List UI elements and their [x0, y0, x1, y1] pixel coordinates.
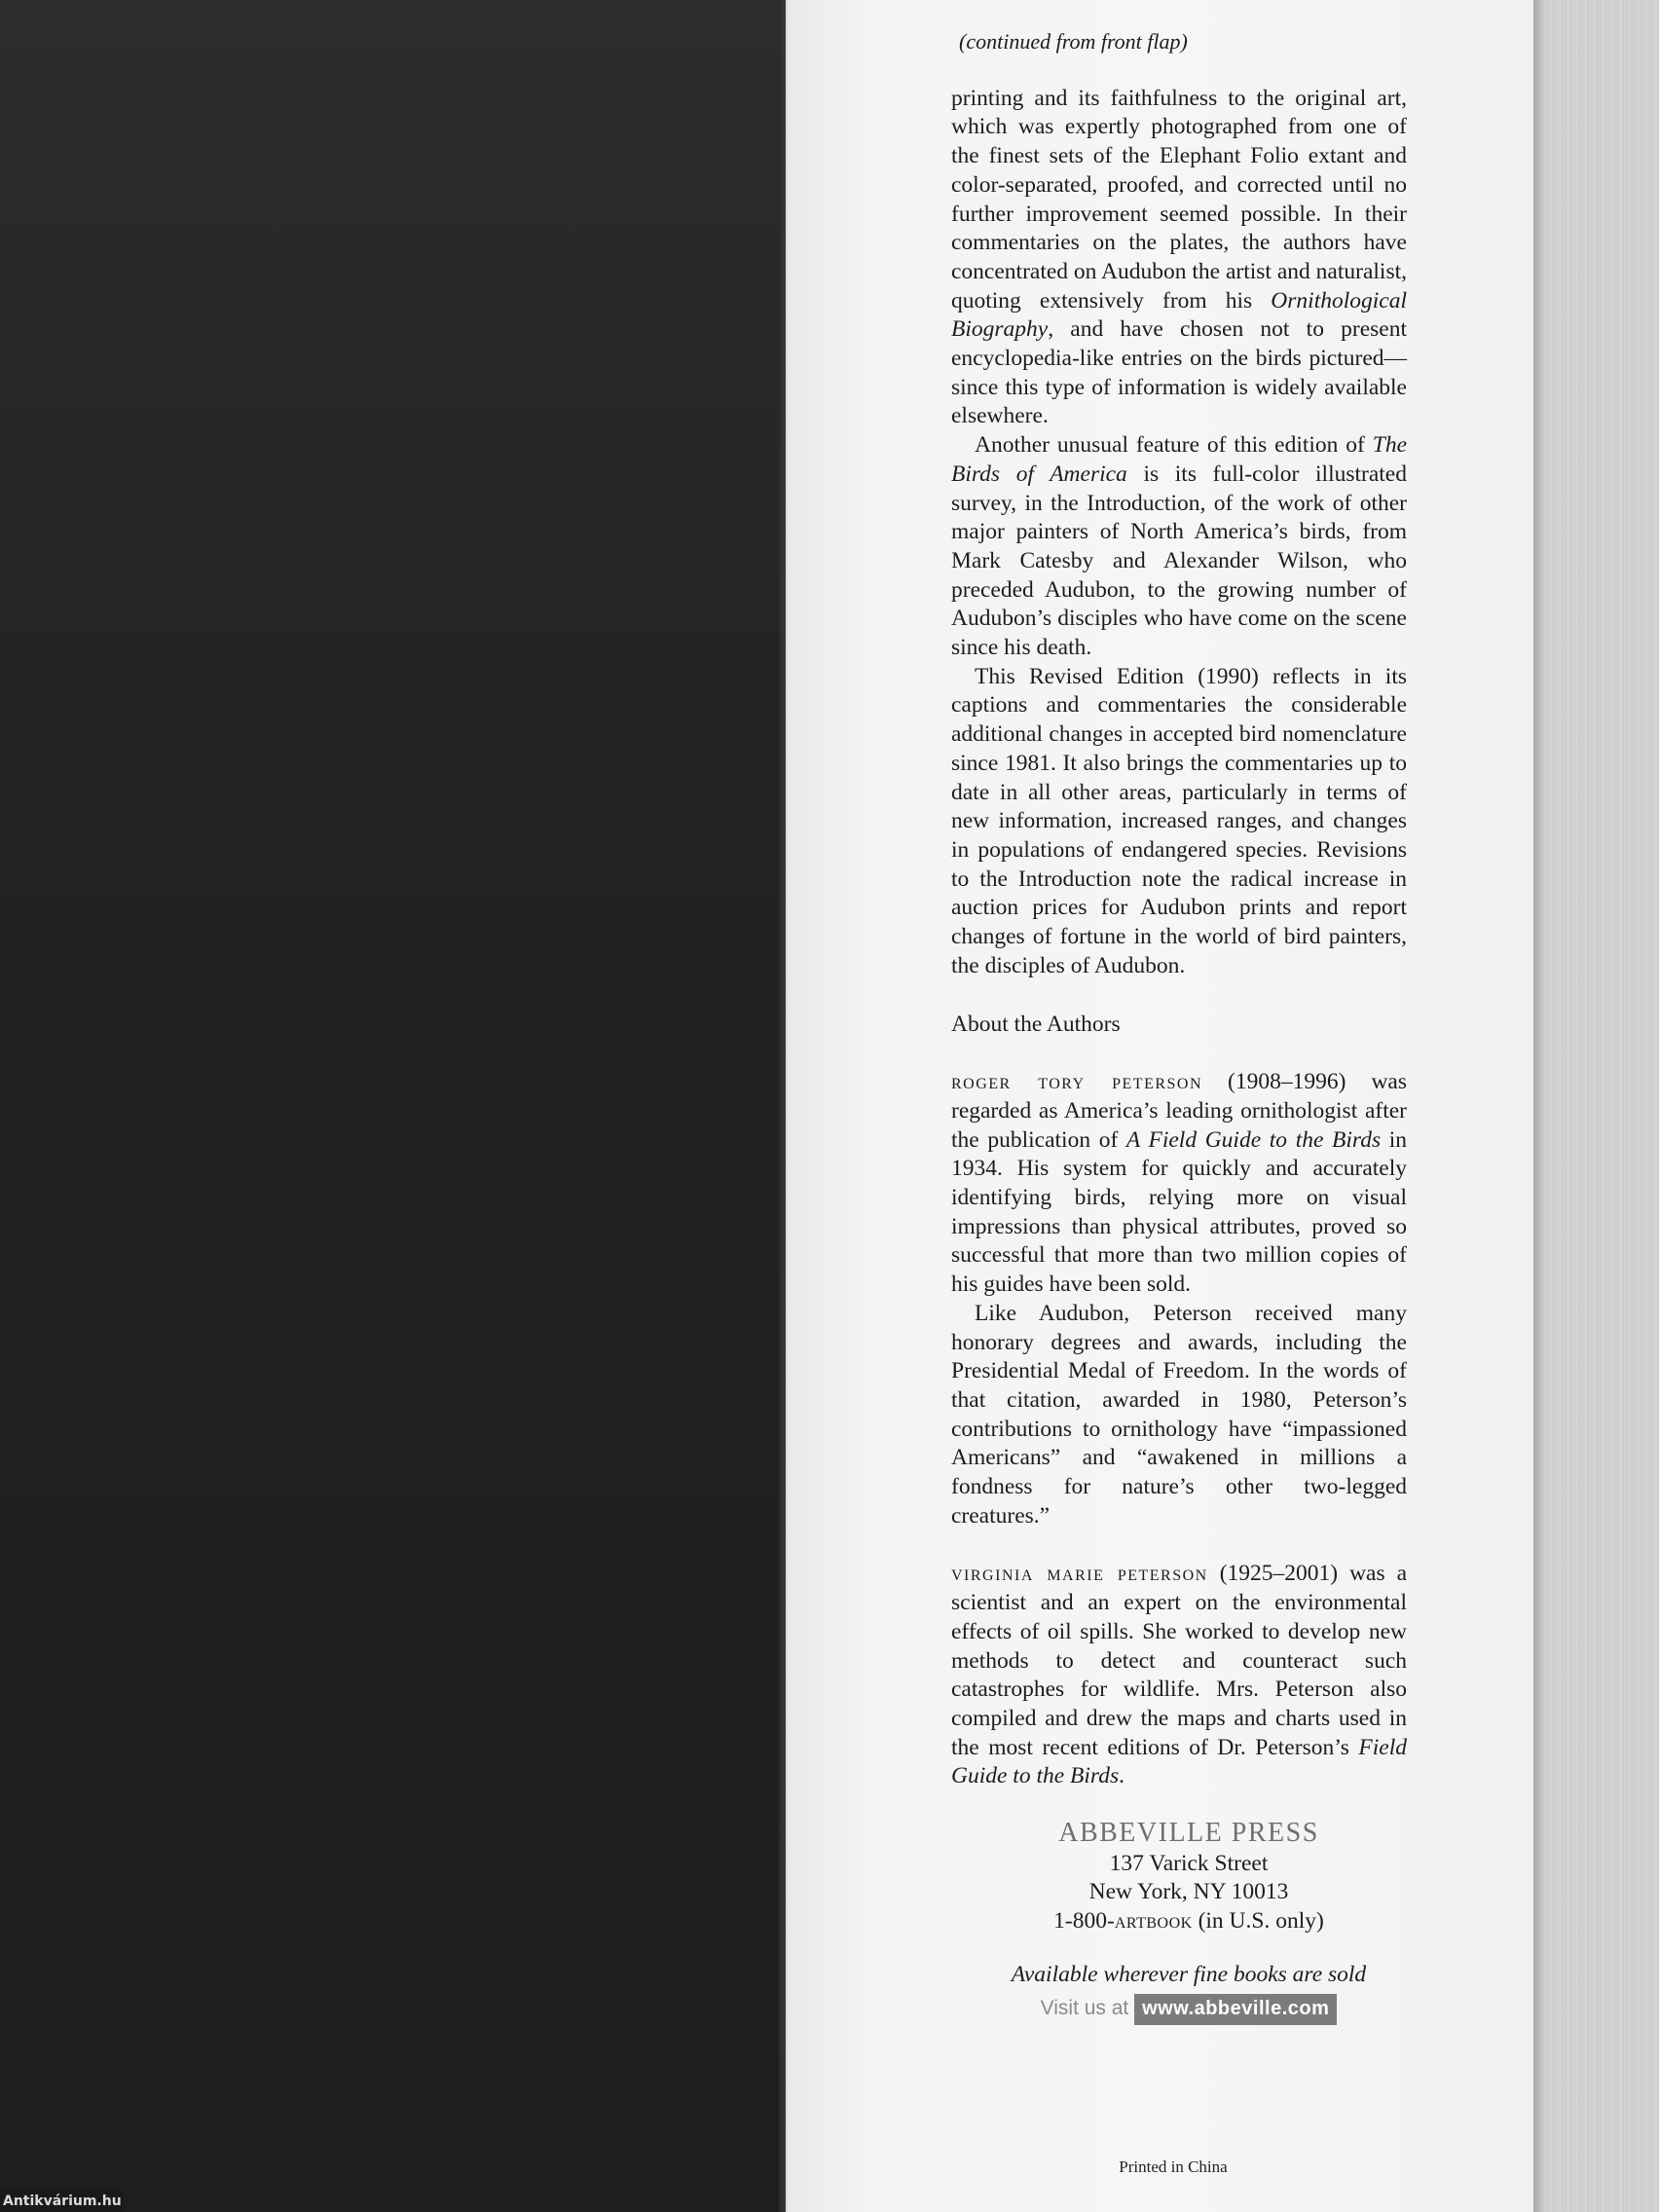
para1-text: printing and its faithfulness to the original art, which was expertly photographed from one of the finest sets of the Elephant Folio extant and color-separated, proofed, and corrected until no further improvement seemed possible. In their commentaries on the plates, the authors have concentrated on Audubon the artist and naturalist, quoting extensively from his — [951, 85, 1407, 313]
virginia-italic: Field Guide to the Birds — [951, 1734, 1407, 1789]
background-surface — [1545, 0, 1659, 2212]
para1-italic: Ornithological Biography — [951, 287, 1407, 343]
dark-back-cover — [0, 0, 789, 2212]
publisher-block — [971, 1819, 1407, 1936]
paragraph-unusual-feature — [951, 431, 1407, 663]
virginia-text: (1925–2001) was a scientist and an expert on the environmental effects of oil spills. She worked to develop new methods to detect and counteract such catastrophes for wildlife. Mrs. Peterson also compiled and drew the maps and charts used in the most recent editions of Dr. Peterson’s — [951, 1561, 1407, 1760]
para2-start: Another unusual feature of this edition of — [975, 432, 1373, 459]
paragraph-virginia-bio — [951, 1560, 1407, 1791]
virginia-name: virginia marie peterson — [951, 1561, 1208, 1587]
paragraph-revised-edition: This Revised Edition (1990) reflects in its captions and commentaries the considerable additional changes in accepted bird nomenclature since 1981. It also brings the commentaries up to date in all other areas, particularly in terms of new information, increased ranges, and changes in populations of endangered species. Revisions to the Introduction note the radical increase in auction prices for Audubon prints and report changes of fortune in the world of bird painters, the disciples of Audubon. — [951, 663, 1407, 978]
para2-end: is its full-color illustrated survey, in the Introduction, of the work of other major painters of North America’s birds, from Mark Catesby and Alexander Wilson, who preceded Audubon, to the growing number of Audubon’s disciples who have come on the scene since his death. — [951, 461, 1407, 661]
paragraph-roger-bio — [951, 1068, 1407, 1300]
availability-note: Available wherever fine books are sold — [1011, 1962, 1367, 1988]
about-authors-heading: About the Authors — [951, 1011, 1121, 1037]
website-link[interactable]: www.abbeville.com — [1134, 1994, 1337, 2026]
publisher-street: 137 Varick Street — [1109, 1850, 1269, 1876]
virginia-end: . — [1119, 1763, 1124, 1789]
publisher-phone — [971, 1907, 1407, 1936]
continued-note: (continued from front flap) — [959, 29, 1188, 54]
paragraph-roger-awards: Like Audubon, Peterson received many honorary degrees and awards, including the Presidential Medal of Freedom. In the words of that citation, awarded in 1980, Peterson’s contributions to ornithology have “impassioned Americans” and “awakened in millions a fondness for nature’s other two-legged creatures.” — [951, 1300, 1407, 1529]
para2-italic: The Birds of America — [951, 432, 1407, 487]
roger-text-b: in 1934. His system for quickly and accurately identifying birds, relying more on visual impressions than physical attributes, proved so successful that more than two million copies of his guides have been sold. — [951, 1126, 1408, 1298]
page-shadow — [1533, 0, 1545, 2212]
visit-label: Visit us at — [1040, 1996, 1129, 2019]
phone-prefix: 1-800- — [1053, 1907, 1115, 1934]
roger-text-a: (1908–1996) was regarded as America’s leading ornithologist after the publication of — [951, 1069, 1407, 1153]
visit-line — [971, 1994, 1407, 2026]
phone-word: artbook — [1114, 1907, 1193, 1934]
roger-italic: A Field Guide to the Birds — [1125, 1126, 1382, 1153]
publisher-city: New York, NY 10013 — [1088, 1879, 1289, 1905]
watermark-label: Antikvárium.hu — [0, 2191, 124, 2212]
phone-suffix: (in U.S. only) — [1192, 1907, 1324, 1934]
paragraph-printing — [951, 85, 1407, 431]
roger-name: roger tory peterson — [951, 1069, 1203, 1095]
publisher-name: ABBEVILLE PRESS — [1058, 1818, 1319, 1849]
printed-in-note: Printed in China — [1119, 2157, 1228, 2176]
flap-text — [951, 27, 1407, 2025]
para1-end: , and have chosen not to present encyclopedia-like entries on the birds pictured—since this type of information is widely available elsewhere. — [951, 316, 1407, 429]
spacer — [951, 1530, 1407, 1560]
